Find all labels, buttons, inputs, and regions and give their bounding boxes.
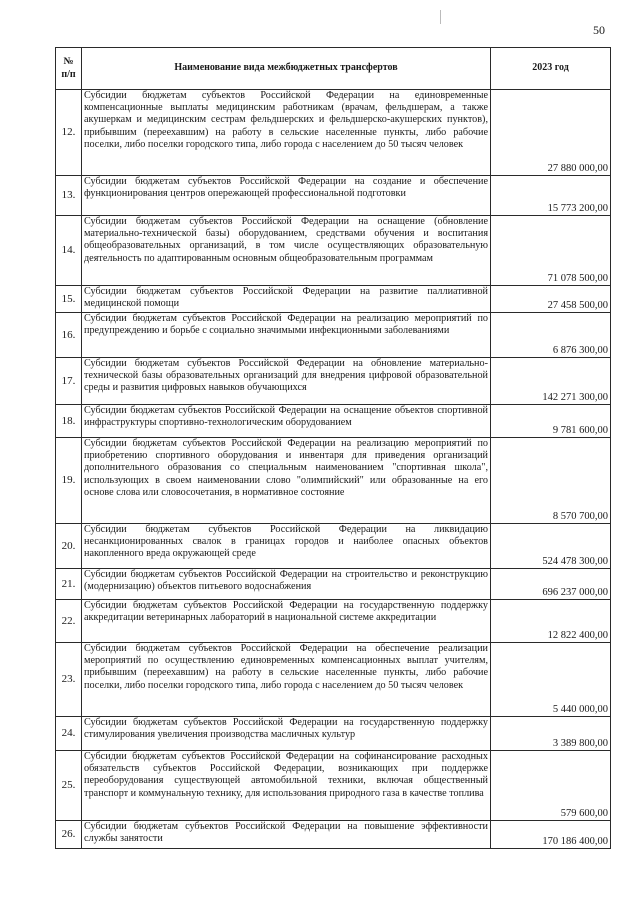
row-amount: 142 271 300,00 bbox=[491, 358, 611, 405]
row-name: Субсидии бюджетам субъектов Российской Федерации на софинансирование расходных обязательств субъектов Российской Федерации, возникающих при поддержке переоборудования существующей автомобильной техники, включая общественный транспорт и коммунальную технику, для использования природного газа в качестве топлива bbox=[82, 751, 491, 821]
row-number: 23. bbox=[56, 643, 82, 717]
row-amount: 15 773 200,00 bbox=[491, 176, 611, 216]
row-number: 14. bbox=[56, 216, 82, 286]
table-row bbox=[56, 643, 611, 717]
row-amount: 3 389 800,00 bbox=[491, 717, 611, 751]
row-name: Субсидии бюджетам субъектов Российской Федерации на оснащение объектов спортивной инфраструктуры спортивно-технологическим оборудованием bbox=[82, 405, 491, 438]
table-row bbox=[56, 751, 611, 821]
table-row bbox=[56, 176, 611, 216]
row-amount: 5 440 000,00 bbox=[491, 643, 611, 717]
row-number: 12. bbox=[56, 90, 82, 176]
row-number: 13. bbox=[56, 176, 82, 216]
row-number: 18. bbox=[56, 405, 82, 438]
table-row bbox=[56, 524, 611, 569]
table-row bbox=[56, 358, 611, 405]
table-row bbox=[56, 600, 611, 643]
row-number: 25. bbox=[56, 751, 82, 821]
row-amount: 6 876 300,00 bbox=[491, 313, 611, 358]
transfers-table bbox=[55, 47, 611, 849]
row-amount: 696 237 000,00 bbox=[491, 569, 611, 600]
row-number: 20. bbox=[56, 524, 82, 569]
row-number: 22. bbox=[56, 600, 82, 643]
row-number: 24. bbox=[56, 717, 82, 751]
row-amount: 524 478 300,00 bbox=[491, 524, 611, 569]
row-amount: 579 600,00 bbox=[491, 751, 611, 821]
row-amount: 9 781 600,00 bbox=[491, 405, 611, 438]
row-number: 26. bbox=[56, 821, 82, 849]
row-number: 17. bbox=[56, 358, 82, 405]
table-row bbox=[56, 286, 611, 313]
row-name: Субсидии бюджетам субъектов Российской Федерации на государственную поддержку стимулирования увеличения производства масличных культур bbox=[82, 717, 491, 751]
table-row bbox=[56, 438, 611, 524]
row-name: Субсидии бюджетам субъектов Российской Федерации на оснащение (обновление материально-технической базы) оборудованием, средствами обучения и воспитания общеобразовательных организаций, в том числе осуществляющих образовательную деятельность по адаптированным основным общеобразовательным программам bbox=[82, 216, 491, 286]
page-number: 50 bbox=[593, 23, 605, 37]
row-number: 15. bbox=[56, 286, 82, 313]
row-name: Субсидии бюджетам субъектов Российской Федерации на развитие паллиативной медицинской помощи bbox=[82, 286, 491, 313]
row-name: Субсидии бюджетам субъектов Российской Федерации на создание и обеспечение функционирования центров опережающей профессиональной подготовки bbox=[82, 176, 491, 216]
row-name: Субсидии бюджетам субъектов Российской Федерации на реализацию мероприятий по приобретению спортивного оборудования и инвентаря для приведения организаций дополнительного образования со специальным наименованием "спортивная школа", использующих в своем наименовании слово "олимпийский" или образованные на его основе слова или словосочетания, в нормативное состояние bbox=[82, 438, 491, 524]
header-name: Наименование вида межбюджетных трансфертов bbox=[82, 48, 491, 90]
table-header-row bbox=[56, 48, 611, 90]
row-name: Субсидии бюджетам субъектов Российской Федерации на обновление материально-технической базы образовательных организаций для внедрения цифровой образовательной среды и развития цифровых навыков обучающихся bbox=[82, 358, 491, 405]
header-year: 2023 год bbox=[491, 48, 611, 90]
row-number: 16. bbox=[56, 313, 82, 358]
row-number: 21. bbox=[56, 569, 82, 600]
row-name: Субсидии бюджетам субъектов Российской Федерации на реализацию мероприятий по предупреждению и борьбе с социально значимыми инфекционными заболеваниями bbox=[82, 313, 491, 358]
row-amount: 12 822 400,00 bbox=[491, 600, 611, 643]
row-amount: 27 458 500,00 bbox=[491, 286, 611, 313]
row-amount: 170 186 400,00 bbox=[491, 821, 611, 849]
row-name: Субсидии бюджетам субъектов Российской Федерации на повышение эффективности службы занятости bbox=[82, 821, 491, 849]
table-row bbox=[56, 405, 611, 438]
row-name: Субсидии бюджетам субъектов Российской Федерации на государственную поддержку аккредитации ветеринарных лабораторий в национальной системе аккредитации bbox=[82, 600, 491, 643]
table-row bbox=[56, 90, 611, 176]
table-row bbox=[56, 821, 611, 849]
row-name: Субсидии бюджетам субъектов Российской Федерации на ликвидацию несанкционированных свалок в границах городов и наиболее опасных объектов накопленного вреда окружающей среде bbox=[82, 524, 491, 569]
row-amount: 8 570 700,00 bbox=[491, 438, 611, 524]
table-row bbox=[56, 569, 611, 600]
scan-mark bbox=[440, 10, 441, 24]
row-amount: 27 880 000,00 bbox=[491, 90, 611, 176]
table-row bbox=[56, 216, 611, 286]
header-num: № п/п bbox=[56, 48, 82, 90]
table-row bbox=[56, 717, 611, 751]
row-name: Субсидии бюджетам субъектов Российской Федерации на строительство и реконструкцию (модернизацию) объектов питьевого водоснабжения bbox=[82, 569, 491, 600]
row-name: Субсидии бюджетам субъектов Российской Федерации на единовременные компенсационные выплаты медицинским работникам (врачам, фельдшерам, а также акушеркам и медицинским сестрам фельдшерских и фельдшерско-акушерских пунктов), прибывшим (переехавшим) на работу в сельские населенные пункты, либо рабочие поселки, либо поселки городского типа, либо города с населением до 50 тысяч человек bbox=[82, 90, 491, 176]
row-amount: 71 078 500,00 bbox=[491, 216, 611, 286]
table-row bbox=[56, 313, 611, 358]
row-name: Субсидии бюджетам субъектов Российской Федерации на обеспечение реализации мероприятий по осуществлению единовременных компенсационных выплат учителям, прибывшим (переехавшим) на работу в сельские населенные пункты, либо рабочие поселки, либо поселки городского типа, либо города с населением до 50 тысяч человек bbox=[82, 643, 491, 717]
row-number: 19. bbox=[56, 438, 82, 524]
